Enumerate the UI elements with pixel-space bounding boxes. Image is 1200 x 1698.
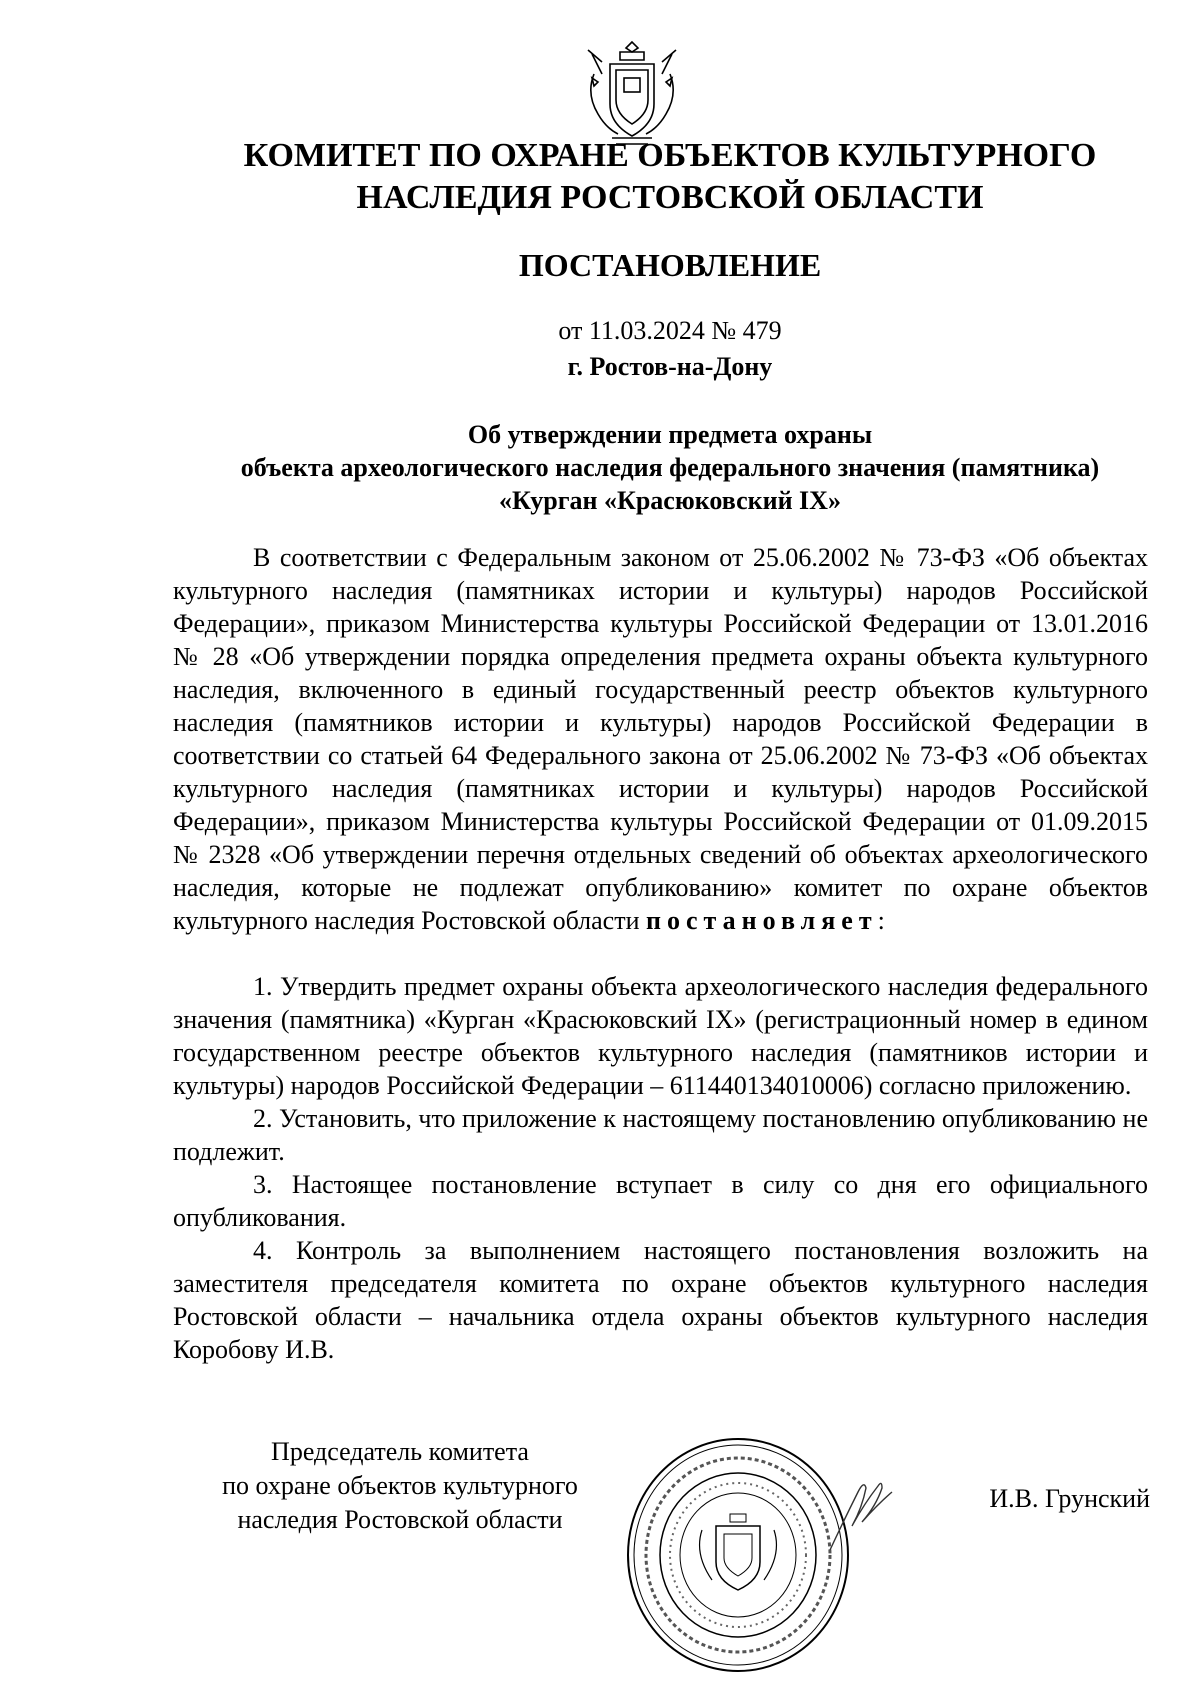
document-body [173, 541, 1148, 1366]
document-subject [150, 418, 1190, 517]
preamble-text: В соответствии с Федеральным законом от 25.06.2002 № 73-ФЗ «Об объектах культурного наследия (памятниках истории и культуры) народов Российской Федерации», приказом Министерства культуры Российской Федерации от 13.01.2016 № 28 «Об утверждении порядка определения предмета охраны объекта культурного наследия, включенного в единый государственный реестр объектов культурного наследия (памятников истории и культуры) народов Российской Федерации в соответствии со статьей 64 Федерального закона от 25.06.2002 № 73-ФЗ «Об объектах культурного наследия (памятниках истории и культуры) народов Российской Федерации», приказом Министерства культуры Российской Федерации от 01.09.2015 № 2328 «Об утверждении перечня отдельных сведений об объектах археологического наследия, которые не подлежат опубликованию» комитет по охране объектов культурного наследия Ростовской области [173, 543, 1148, 935]
date-number: от 11.03.2024 № 479 [558, 316, 782, 345]
handwritten-signature-icon [820, 1470, 900, 1560]
decree-word: постановляет [646, 906, 878, 935]
subject-line3: «Курган «Красюковский IX» [499, 486, 841, 515]
position-line1: Председатель комитета [271, 1437, 529, 1466]
subject-line2: объекта археологического наследия федерального значения (памятника) [240, 453, 1100, 482]
city: г. Ростов-на-Дону [567, 352, 773, 381]
organization-title-line1: КОМИТЕТ ПО ОХРАНЕ ОБЪЕКТОВ КУЛЬТУРНОГО [243, 137, 1097, 174]
signatory-name: И.В. Грунский [989, 1484, 1150, 1513]
item-2: 2. Установить, что приложение к настоящему постановлению опубликованию не подлежит. [173, 1104, 1148, 1166]
item-3: 3. Настоящее постановление вступает в силу со дня его официального опубликования. [173, 1170, 1148, 1232]
document-type: ПОСТАНОВЛЕНИЕ [518, 247, 822, 283]
position-line3: наследия Ростовской области [237, 1505, 563, 1534]
organization-title-line2: НАСЛЕДИЯ РОСТОВСКОЙ ОБЛАСТИ [356, 179, 984, 216]
item-4: 4. Контроль за выполнением настоящего постановления возложить на заместителя председателя комитета по охране объектов культурного наследия Ростовской области – начальника отдела охраны объектов культурного наследия Коробову И.В. [173, 1236, 1148, 1364]
preamble-paragraph [173, 541, 1148, 937]
item-1: 1. Утвердить предмет охраны объекта археологического наследия федерального значения (памятника) «Курган «Красюковский IX» (регистрационный номер в едином государственном реестре объектов культурного наследия (памятников истории и культуры) народов Российской Федерации – 611440134010006) согласно приложению. [173, 972, 1148, 1100]
signatory-position [190, 1435, 610, 1537]
subject-line1: Об утверждении предмета охраны [467, 420, 873, 449]
position-line2: по охране объектов культурного [222, 1471, 578, 1500]
organization-title [190, 135, 1150, 219]
decree-colon: : [877, 906, 885, 935]
